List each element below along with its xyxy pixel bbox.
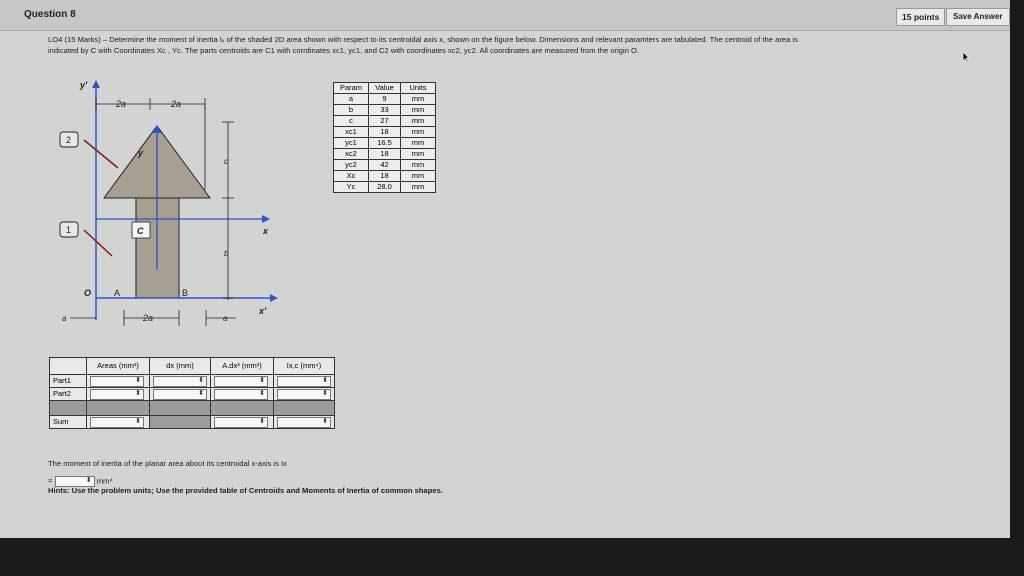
part2-adx2-input[interactable] (214, 389, 268, 400)
label-centroid-C: C (137, 226, 144, 236)
spinner-icon: ⬍ (259, 389, 265, 397)
params-cell: 27 (369, 116, 401, 127)
params-row (334, 105, 436, 116)
part2-area-input[interactable] (90, 389, 144, 400)
question-line-2: indicated by C with Coordinates Xc , Yc. The parts centroids are C1 with corrdinates xc1, yc1, and C2 with coordinates xc2, yc2. All coordinates are measured from the origin O. (48, 46, 640, 55)
calc-header-ixc: Ix,c (mm⁴) (274, 358, 335, 375)
params-row (334, 149, 436, 160)
label-y: y (138, 148, 144, 158)
params-row (334, 116, 436, 127)
params-cell: 18 (369, 171, 401, 182)
spinner-icon: ⬍ (198, 389, 204, 397)
label-a-bottom-left: a (62, 314, 67, 323)
label-a-bottom-right: a (223, 314, 228, 323)
result-statement: The moment of inertia of the planar area about its centroidal x-axis is Ix (48, 459, 287, 468)
params-cell: mm (401, 171, 436, 182)
params-header-cell: Value (369, 83, 401, 94)
params-cell: Yc (334, 182, 369, 193)
equals-sign: = (48, 476, 53, 486)
sum-ixc-input[interactable] (277, 417, 331, 428)
calculation-table (49, 357, 335, 429)
label-origin-O: O (84, 288, 92, 298)
params-cell: xc2 (334, 149, 369, 160)
calc-separator-row (50, 401, 335, 416)
params-row (334, 94, 436, 105)
calc-row-label: Part2 (50, 388, 87, 401)
sum-area-input[interactable] (90, 417, 144, 428)
screen-bezel-bottom (0, 538, 1024, 576)
params-cell: 18 (369, 127, 401, 138)
spinner-icon: ⬍ (259, 417, 265, 425)
params-cell: mm (401, 116, 436, 127)
calc-header-row (50, 358, 335, 375)
sum-adx2-input[interactable] (214, 417, 268, 428)
params-row (334, 127, 436, 138)
params-row (334, 182, 436, 193)
params-cell: 18 (369, 149, 401, 160)
question-text (48, 34, 988, 56)
params-cell: Xc (334, 171, 369, 182)
params-cell: mm (401, 160, 436, 171)
label-2a-top-left: 2a (116, 99, 127, 109)
part2-dx-input[interactable] (153, 389, 207, 400)
spinner-icon: ⬍ (322, 389, 328, 397)
params-header-cell: Param (334, 83, 369, 94)
params-cell: 33 (369, 105, 401, 116)
save-answer-button[interactable]: Save Answer (946, 8, 1010, 26)
calc-row-part2 (50, 388, 335, 401)
screen-bezel-right (1010, 0, 1024, 576)
shape-figure (40, 70, 310, 340)
spinner-icon: ⬍ (135, 417, 141, 425)
hints-text: Hints: Use the problem units; Use the provided table of Centroids and Moments of Inertia of common shapes. (48, 486, 443, 495)
label-point-B: B (182, 288, 189, 298)
params-header-cell: Units (401, 83, 436, 94)
params-cell: mm (401, 149, 436, 160)
spinner-icon: ⬍ (85, 477, 92, 484)
label-c-dimension: c (224, 157, 228, 166)
params-cell: 9 (369, 94, 401, 105)
params-cell: yc1 (334, 138, 369, 149)
spinner-icon: ⬍ (259, 376, 265, 384)
params-cell: mm (401, 138, 436, 149)
result-unit: mm⁴ (96, 476, 113, 486)
params-cell: 16.5 (369, 138, 401, 149)
spinner-icon: ⬍ (198, 376, 204, 384)
part2-ixc-input[interactable] (277, 389, 331, 400)
calc-row-part1 (50, 375, 335, 388)
spinner-icon: ⬍ (135, 389, 141, 397)
question-line-1: LO4 (15 Marks) – Determine the moment of inertia Iₓ of the shaded 2D area shown with respect to its centroidal axis x, shown on the figure below. Dimensions and relevant paramters are tabulated. The centroid of the area is (48, 35, 798, 44)
spinner-icon: ⬍ (135, 376, 141, 384)
spinner-icon: ⬍ (322, 376, 328, 384)
calc-row-sum (50, 416, 335, 429)
label-xprime: x' (259, 306, 267, 316)
part1-ixc-input[interactable] (277, 376, 331, 387)
label-b-dimension: b (224, 249, 229, 258)
calc-header-dx: dx (mm) (150, 358, 211, 375)
question-header (0, 0, 1010, 31)
label-2a-bottom: 2a (143, 313, 154, 323)
params-header-row (334, 83, 436, 94)
params-row (334, 160, 436, 171)
calc-header-blank (50, 358, 87, 375)
params-cell: mm (401, 94, 436, 105)
params-row (334, 138, 436, 149)
calc-header-adx2: A.dx² (mm³) (211, 358, 274, 375)
params-cell: b (334, 105, 369, 116)
calc-header-areas: Areas (mm²) (87, 358, 150, 375)
params-cell: mm (401, 105, 436, 116)
params-cell: c (334, 116, 369, 127)
params-cell: 28.0 (369, 182, 401, 193)
spinner-icon: ⬍ (322, 417, 328, 425)
label-point-A: A (114, 288, 121, 298)
mouse-cursor-icon (962, 51, 970, 63)
question-title: Question 8 (24, 9, 76, 20)
params-cell: xc1 (334, 127, 369, 138)
calc-row-label: Part1 (50, 375, 87, 388)
label-part-1: 1 (66, 225, 72, 235)
label-2a-top-right: 2a (171, 99, 182, 109)
part1-area-input[interactable] (90, 376, 144, 387)
label-yprime: y' (80, 80, 88, 90)
label-x: x (263, 226, 269, 236)
params-cell: 42 (369, 160, 401, 171)
part1-adx2-input[interactable] (214, 376, 268, 387)
points-badge: 15 points (896, 8, 945, 26)
label-part-2: 2 (66, 135, 72, 145)
params-cell: a (334, 94, 369, 105)
params-cell: yc2 (334, 160, 369, 171)
params-row (334, 171, 436, 182)
params-cell: mm (401, 182, 436, 193)
calc-row-label: Sum (50, 416, 87, 429)
params-cell: mm (401, 127, 436, 138)
parameters-table (333, 82, 436, 193)
part1-dx-input[interactable] (153, 376, 207, 387)
